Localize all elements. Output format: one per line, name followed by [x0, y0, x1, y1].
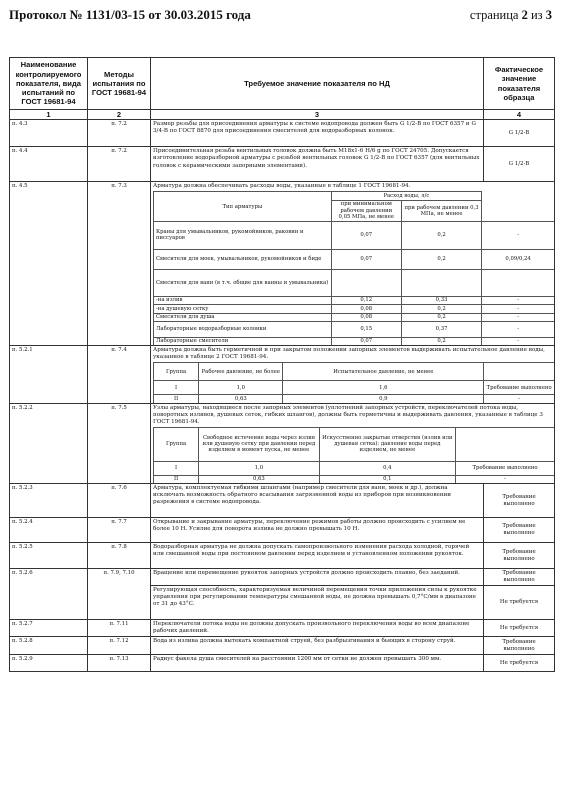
fixture-name: -на излив	[154, 296, 332, 304]
actual-value: Требование выполнено	[484, 543, 555, 569]
tightness-head-group: Группа	[154, 427, 199, 461]
table-row	[10, 346, 555, 403]
requirement-text: Регулирующая способность, характеризуемая величиной перемещения точки приложения силы к рукоятке управления при регулировании температуры смешанной воды, не должна превышать 0,7°C/мм в диапазоне от 31 до 43°C.	[151, 586, 484, 620]
fixture-name: Лабораторные смесители	[154, 337, 332, 345]
method-ref: п. 7.9, 7.10	[88, 569, 151, 620]
actual-value: Требование выполнено	[484, 637, 555, 655]
clause-ref: п. 5.2.3	[10, 484, 88, 518]
pressure-test: 0,9	[283, 395, 484, 403]
requirement-text: Вода из излива должна вытекать компактной струей, без разбрызгивания и бьющих в сторону струй.	[151, 637, 484, 655]
flow-rates-table	[153, 191, 554, 345]
flow-work: 0,2	[401, 313, 481, 321]
method-ref: п. 7.2	[88, 147, 151, 182]
method-ref: п. 7.3	[88, 182, 151, 346]
table-row	[10, 484, 555, 518]
actual-value: Не требуется	[484, 620, 555, 637]
flow-fact: 0,09/0,24	[482, 249, 554, 269]
method-ref: п. 7.2	[88, 120, 151, 147]
pressure-head-blank	[484, 363, 554, 381]
flow-work: 0,37	[401, 321, 481, 337]
page-prefix: страница	[469, 7, 522, 22]
pressure-head-group: Группа	[154, 363, 199, 381]
pressure-test: 1,6	[283, 381, 484, 395]
table-row	[10, 403, 555, 483]
page-of: из	[527, 7, 546, 22]
flow-requirement-cell	[151, 182, 555, 346]
flow-min: 0,12	[331, 296, 401, 304]
flow-work: 0,2	[401, 221, 481, 249]
flow-head-type: Тип арматуры	[154, 192, 332, 221]
flow-fact: -	[482, 221, 554, 249]
pressure-head-test: Испытательное давление, не менее	[283, 363, 484, 381]
table-row	[10, 637, 555, 655]
fixture-name: -на душевую сетку	[154, 305, 332, 313]
col-header-methods: Методы испытания по ГОСТ 19681-94	[88, 58, 151, 110]
requirement-text: Водоразборная арматура не должна допускать самопроизвольного изменения расхода холодной, горячей или смешанной воды при постоянном давлении перед изделием и установленном положении рукояток.	[151, 543, 484, 569]
requirement-text: Арматура, комплектуемая гибкими шлангами (например смесители для ванн, моек и др.), должна исключать возможность обратного всасывания загрязненной воды из приборов при возникновении разрежения в системе водопровода.	[151, 484, 484, 518]
requirement-text: Присоединительная резьба вентильных головок должна быть M18x1-6 H/6 g по ГОСТ 24705. Допускается изготовление водоразборной арматуры с резьбой вентильных головок G 1/2-B по ГОСТ 6357 (для вентильных головок с керамическими запорными элементами).	[151, 147, 484, 182]
flow-fact: -	[482, 337, 554, 345]
tightness-requirement-cell	[151, 403, 555, 483]
tightness-group: II	[154, 475, 199, 483]
clause-ref: п. 5.2.1	[10, 346, 88, 403]
flow-min: 0,07	[331, 221, 401, 249]
actual-value: Не требуется	[484, 655, 555, 672]
requirement-text: Радиус факела душа смесителей на расстоянии 1200 мм от сетки не должен превышать 300 мм.	[151, 655, 484, 672]
col-header-required: Требуемое значение показателя по НД	[151, 58, 484, 110]
pressure-head-work: Рабочее давление, не более	[199, 363, 283, 381]
fixture-name: Смесители для душа	[154, 313, 332, 321]
pressure-work: 0,63	[199, 395, 283, 403]
protocol-table	[9, 57, 555, 672]
clause-ref: п. 5.2.9	[10, 655, 88, 672]
requirement-text: Узлы арматуры, находящиеся после запорных элементов (уплотнений запорных устройств, переключателей потока воды, поворотных изливов, душевых сеток, гибких шлангов), должны быть герметичны и выдерживать давления, указанные в таблице 3 ГОСТ 19681-94.	[153, 404, 543, 425]
actual-value: Не требуется	[484, 586, 555, 620]
flow-min: 0,07	[331, 249, 401, 269]
clause-ref: п. 5.2.6	[10, 569, 88, 620]
table-row	[10, 620, 555, 637]
clause-ref: п. 5.2.5	[10, 543, 88, 569]
page-total: 3	[545, 7, 552, 22]
requirement-text: Арматура должна обеспечивать расходы воды, указанные в таблице 1 ГОСТ 19681-94.	[153, 183, 411, 190]
flow-head-rate: Расход воды, л/с	[331, 192, 482, 200]
actual-value: Требование выполнено	[484, 518, 555, 543]
flow-work: 0,2	[401, 249, 481, 269]
tightness-fact: Требование выполнено	[456, 461, 554, 475]
clause-ref: п. 4.3	[10, 120, 88, 147]
flow-head-work: при рабочем давлении 0,3 МПа, не менее	[401, 200, 481, 221]
method-ref: п. 7.12	[88, 637, 151, 655]
flow-min	[331, 269, 401, 296]
flow-fact: -	[482, 321, 554, 337]
clause-ref: п. 4.4	[10, 147, 88, 182]
page-number: 2	[521, 7, 528, 22]
flow-work: 0,33	[401, 296, 481, 304]
col-number: 1	[10, 110, 88, 120]
col-header-indicator: Наименование контролируемого показателя, вида испытаний по ГОСТ 19681-94	[10, 58, 88, 110]
flow-head-min: при минимальном рабочем давлении 0,05 МПа, не менее	[331, 200, 401, 221]
fixture-name: Смесители для моек, умывальников, рукомойников и биде	[154, 249, 332, 269]
column-numbers	[10, 110, 555, 120]
table-row	[10, 147, 555, 182]
flow-fact: -	[482, 305, 554, 313]
col-number: 2	[88, 110, 151, 120]
col-number: 3	[151, 110, 484, 120]
col-number: 4	[484, 110, 555, 120]
requirement-text: Переключатели потока воды не должны допускать произвольного переключения воды во всем диапазоне рабочих давлений.	[151, 620, 484, 637]
tightness-head-free: Свободное истечение воды через излив или душевую сетку при давлении перед изделием в момент пуска, не менее	[199, 427, 319, 461]
tightness-closed: 0,1	[319, 475, 456, 483]
clause-ref: п. 5.2.4	[10, 518, 88, 543]
method-ref: п. 7.4	[88, 346, 151, 403]
tightness-closed: 0,4	[319, 461, 456, 475]
flow-fact	[482, 269, 554, 296]
requirement-text: Открывание и закрывание арматуры, переключение режимов работы должно происходить с усилием не более 10 Н. Усилие для поворота излива не должно превышать 10 Н.	[151, 518, 484, 543]
pressure-group: I	[154, 381, 199, 395]
flow-min: 0,15	[331, 321, 401, 337]
tightness-head-blank	[456, 427, 554, 461]
method-ref: п. 7.5	[88, 403, 151, 483]
clause-ref: п. 4.5	[10, 182, 88, 346]
table-row	[10, 182, 555, 346]
pressure-requirement-cell	[151, 346, 555, 403]
clause-ref: п. 5.2.8	[10, 637, 88, 655]
actual-value: G 1/2-B	[484, 120, 555, 147]
page-indicator	[470, 8, 552, 23]
flow-head-blank	[482, 192, 554, 221]
pressure-fact: Требование выполнено	[484, 381, 554, 395]
actual-value: Требование выполнено	[484, 484, 555, 518]
clause-ref: п. 5.2.7	[10, 620, 88, 637]
flow-fact: -	[482, 313, 554, 321]
requirement-text: Арматура должна быть герметичной и при закрытом положении запорных элементов выдерживать испытательное давление воды, указанное в таблице 2 ГОСТ 19681-94.	[153, 347, 545, 361]
flow-work: 0,2	[401, 305, 481, 313]
flow-min: 0,08	[331, 313, 401, 321]
method-ref: п. 7.8	[88, 543, 151, 569]
pressure-group: II	[154, 395, 199, 403]
tightness-fact: -	[456, 475, 554, 483]
tightness-table	[153, 427, 554, 483]
table-row	[10, 569, 555, 586]
requirement-text: Размер резьбы для присоединения арматуры к системе водопровода должен быть G 1/2-B по ГОСТ 6357 и G 3/4-B по ГОСТ 8870 для присоединения смесителей для водоразборных колонок.	[151, 120, 484, 147]
pressure-fact: -	[484, 395, 554, 403]
fixture-name: Лабораторные водоразборные колонки	[154, 321, 332, 337]
tightness-free: 0,63	[199, 475, 319, 483]
test-pressure-table	[153, 362, 554, 402]
method-ref: п. 7.11	[88, 620, 151, 637]
flow-work	[401, 269, 481, 296]
fixture-name: Смесители для ванн (в т.ч. общие для ванны и умывальника)	[154, 269, 332, 296]
actual-value: G 1/2-B	[484, 147, 555, 182]
method-ref: п. 7.13	[88, 655, 151, 672]
pressure-work: 1,0	[199, 381, 283, 395]
method-ref: п. 7.6	[88, 484, 151, 518]
tightness-free: 1,0	[199, 461, 319, 475]
col-header-actual: Фактическое значение показателя образца	[484, 58, 555, 110]
tightness-group: I	[154, 461, 199, 475]
table-row	[10, 655, 555, 672]
flow-min: 0,07	[331, 337, 401, 345]
actual-value: Требование выполнено	[484, 569, 555, 586]
fixture-name: Краны для умывальников, рукомойников, раковин и писсуаров	[154, 221, 332, 249]
page-header	[9, 4, 552, 26]
flow-fact: -	[482, 296, 554, 304]
clause-ref: п. 5.2.2	[10, 403, 88, 483]
table-row	[10, 543, 555, 569]
table-row	[10, 120, 555, 147]
method-ref: п. 7.7	[88, 518, 151, 543]
table-row	[10, 518, 555, 543]
tightness-head-closed: Искусственно закрытые отверстия (излив или душевая сетка): давление воды перед изделием, не менее	[319, 427, 456, 461]
flow-work: 0,2	[401, 337, 481, 345]
requirement-text: Вращение или перемещение рукояток запорных устройств должно происходить плавно, без заеданий.	[151, 569, 484, 586]
flow-min: 0,08	[331, 305, 401, 313]
protocol-title: Протокол № 1131/03-15 от 30.03.2015 года	[9, 7, 251, 22]
column-headers	[10, 58, 555, 110]
